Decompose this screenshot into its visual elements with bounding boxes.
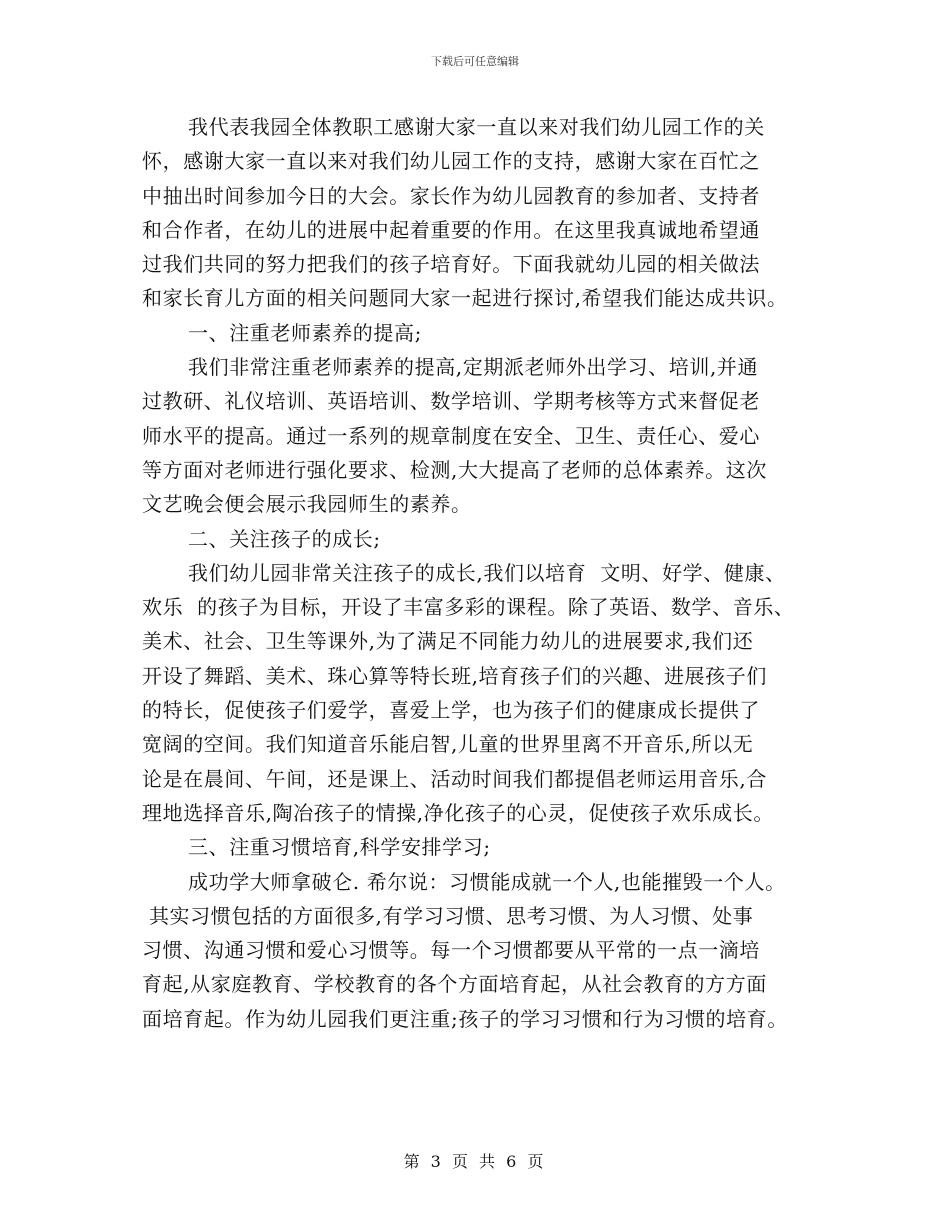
section-heading: 一、注重老师素养的提高;: [188, 320, 422, 345]
paragraph-line: 开设了舞蹈、美术、珠心算等特长班,培育孩子们的兴趣、进展孩子们: [142, 663, 767, 688]
paragraph-line: 欢乐 的孩子为目标，开设了丰富多彩的课程。除了英语、数学、音乐、: [142, 595, 795, 620]
paragraph-line: 过教研、礼仪培训、英语培训、数学培训、学期考核等方式来督促老: [142, 389, 760, 414]
paragraph-line: 怀，感谢大家一直以来对我们幼儿园工作的支持，感谢大家在百忙之: [142, 149, 760, 174]
paragraph-line: 和合作者，在幼儿的进展中起着重要的作用。在这里我真诚地希望通: [142, 217, 760, 242]
paragraph-line: 宽阔的空间。我们知道音乐能启智,儿童的世界里离不开音乐,所以无: [142, 732, 754, 757]
paragraph-line: 我们非常注重老师素养的提高,定期派老师外出学习、培训,并通: [188, 355, 759, 380]
paragraph-line: 其实习惯包括的方面很多,有学习习惯、思考习惯、为人习惯、处事: [142, 903, 754, 928]
paragraph-line: 育起,从家庭教育、学校教育的各个方面培育起，从社会教育的方方面: [142, 972, 767, 997]
paragraph-line: 习惯、沟通习惯和爱心习惯等。每一个习惯都要从平常的一点一滴培: [142, 938, 760, 963]
paragraph-line: 文艺晚会便会展示我园师生的素养。: [142, 492, 472, 517]
page-number-footer: 第 3 页 共 6 页: [403, 1152, 547, 1171]
page-header: 下载后可任意编辑: [431, 55, 519, 68]
document-body: [142, 110, 822, 1036]
paragraph-line: 成功学大师拿破仑. 希尔说：习惯能成就一个人,也能摧毁一个人。: [188, 869, 786, 894]
paragraph-line: 过我们共同的努力把我们的孩子培育好。下面我就幼儿园的相关做法: [142, 252, 760, 277]
section-heading: 二、关注孩子的成长;: [188, 526, 381, 551]
paragraph-line: 中抽出时间参加今日的大会。家长作为幼儿园教育的参加者、支持者: [142, 183, 760, 208]
paragraph-line: 美术、社会、卫生等课外,为了满足不同能力幼儿的进展要求,我们还: [142, 629, 754, 654]
paragraph-line: 等方面对老师进行强化要求、检测,大大提高了老师的总体素养。这次: [142, 457, 767, 482]
paragraph-line: 面培育起。作为幼儿园我们更注重;孩子的学习习惯和行为习惯的培育。: [142, 1006, 788, 1031]
paragraph-line: 理地选择音乐,陶冶孩子的情操,净化孩子的心灵，促使孩子欢乐成长。: [142, 800, 774, 825]
section-heading: 三、注重习惯培育,科学安排学习;: [188, 835, 491, 860]
paragraph-line: 的特长，促使孩子们爱学，喜爱上学，也为孩子们的健康成长提供了: [142, 698, 760, 723]
paragraph-line: 我代表我园全体教职工感谢大家一直以来对我们幼儿园工作的关: [188, 115, 765, 139]
paragraph-line: 论是在晨间、午间，还是课上、活动时间我们都提倡老师运用音乐,合: [142, 766, 767, 791]
paragraph-line: 我们幼儿园非常关注孩子的成长,我们以培育 文明、好学、健康、: [188, 560, 786, 585]
paragraph-line: 师水平的提高。通过一系列的规章制度在安全、卫生、责任心、爱心: [142, 423, 760, 448]
paragraph-line: 和家长育儿方面的相关问题同大家一起进行探讨,希望我们能达成共识。: [142, 286, 788, 311]
